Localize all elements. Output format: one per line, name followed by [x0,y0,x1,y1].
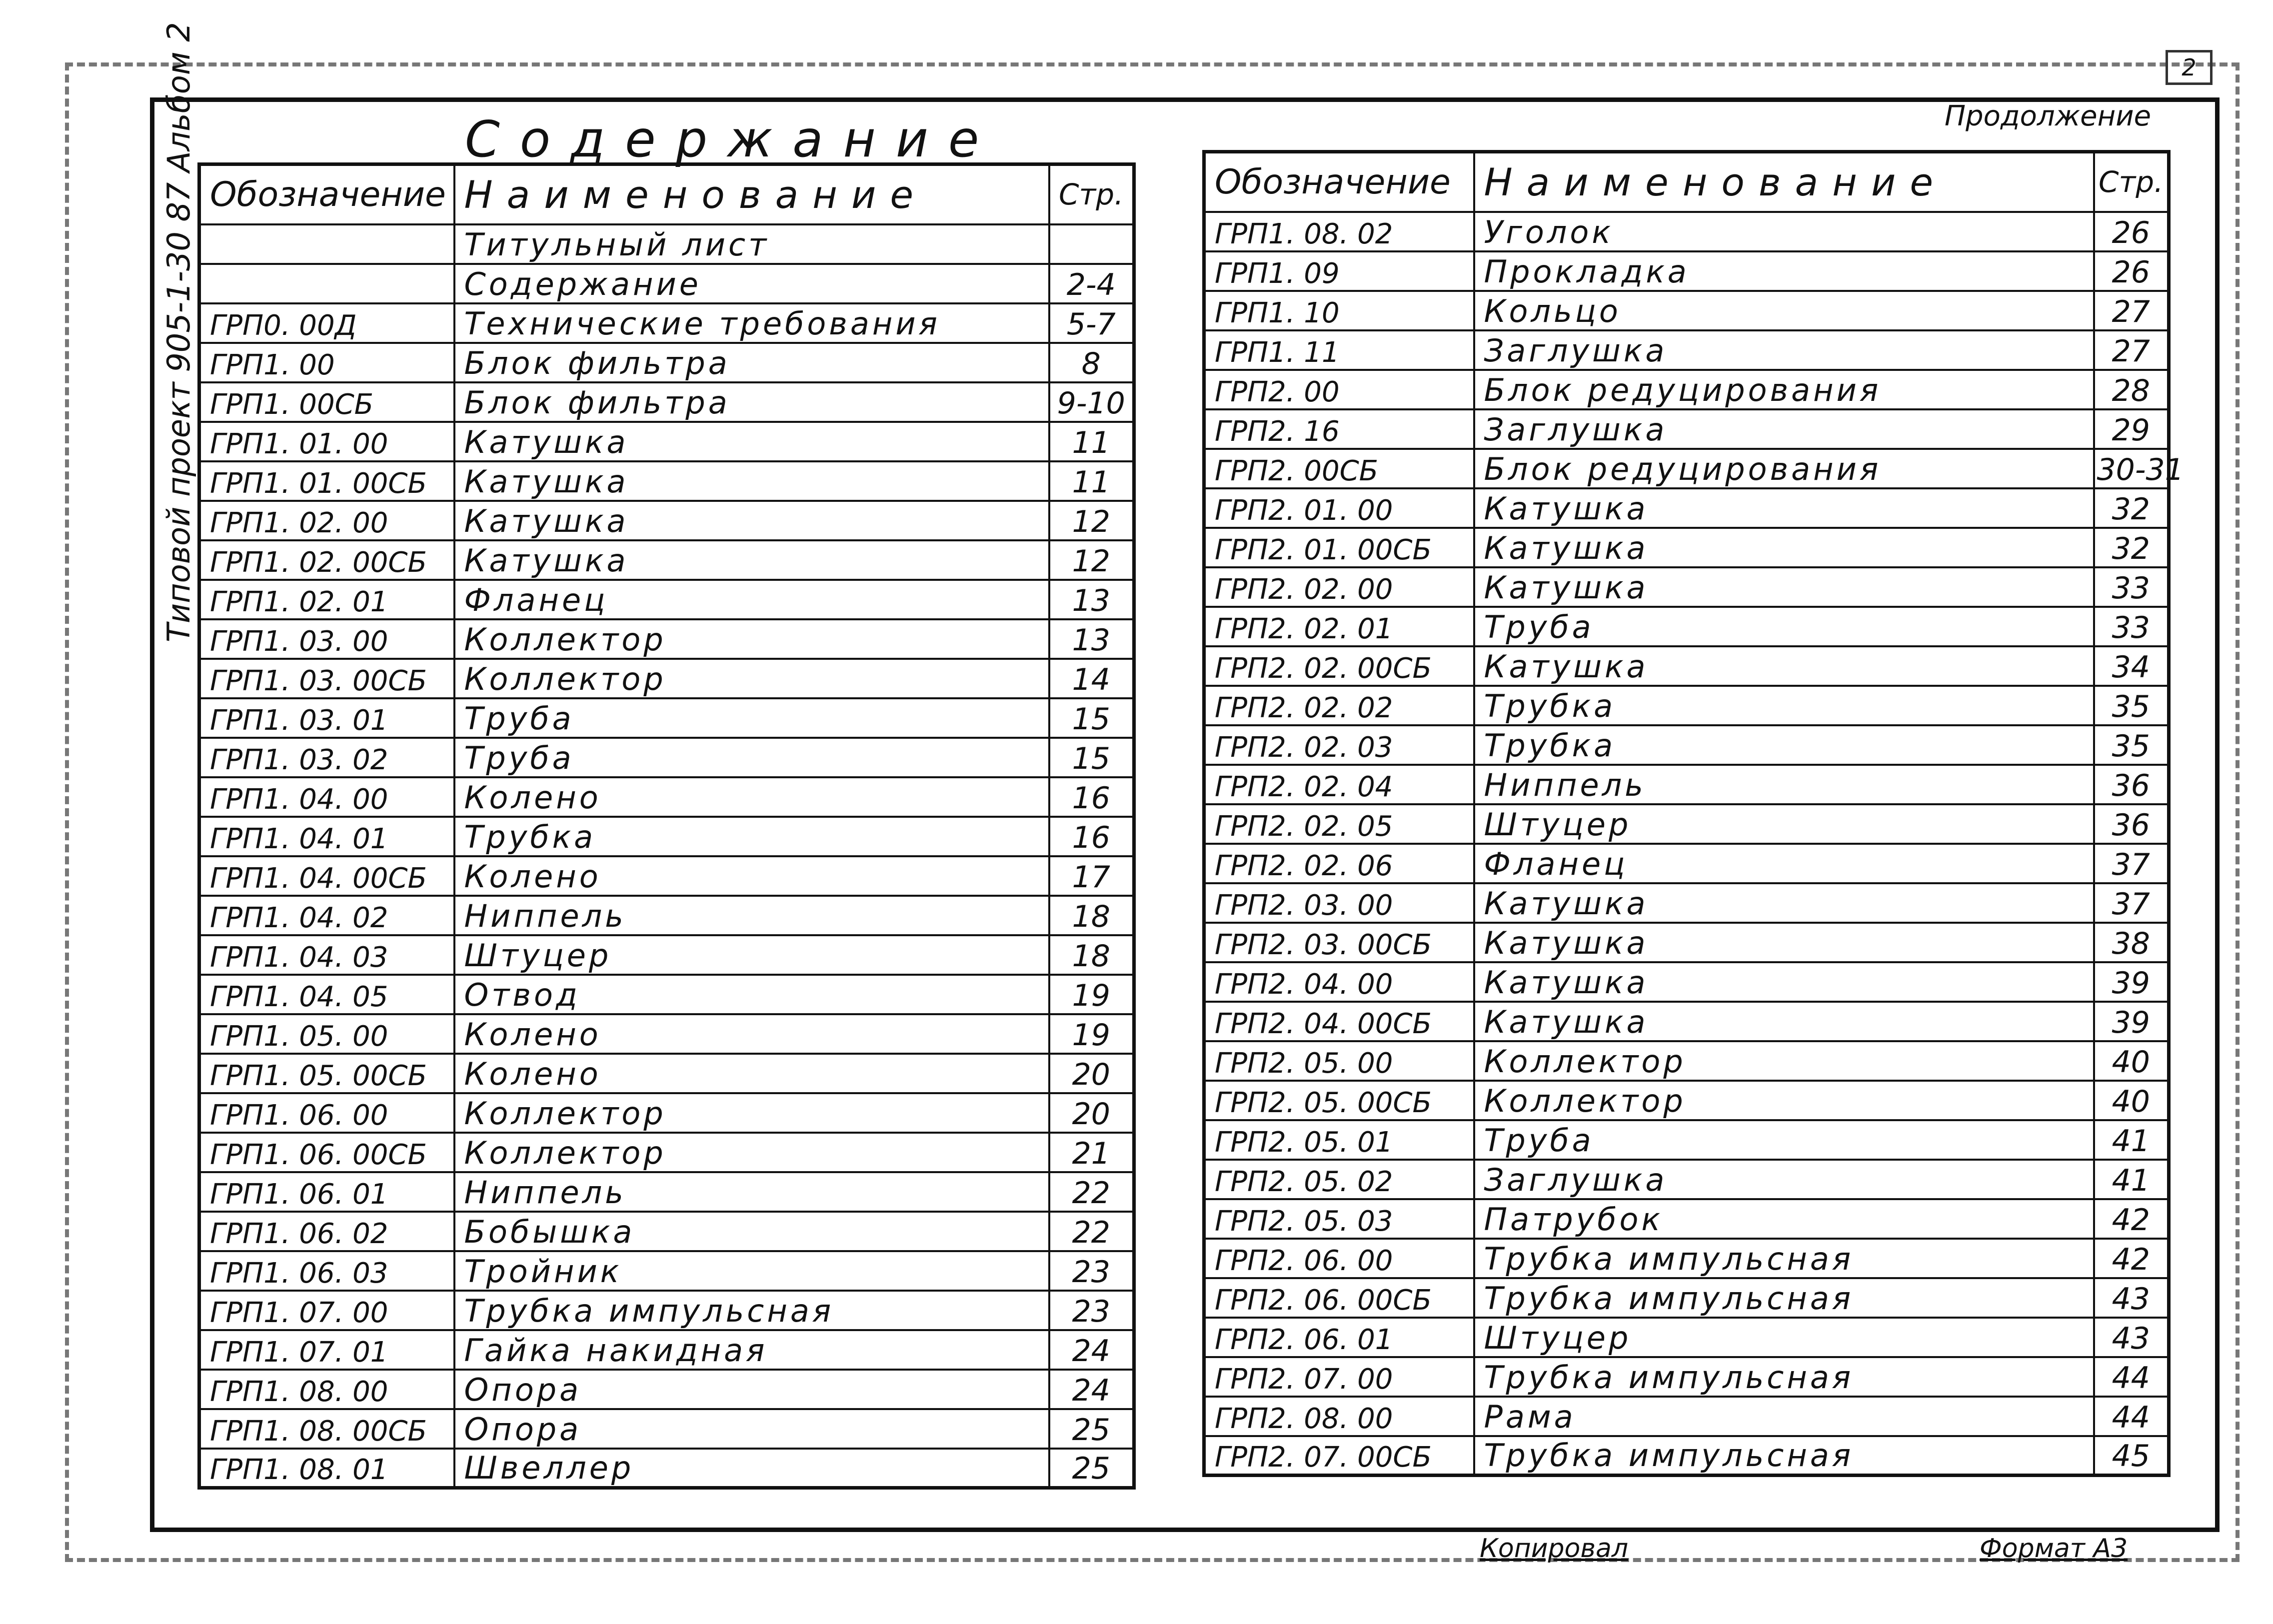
header-code: Обозначение [199,164,454,224]
table-row [199,224,1134,264]
row-code: ГРП2. 02. 05 [1204,804,1474,844]
row-page: 20 [1049,1093,1134,1133]
row-page: 33 [2094,567,2169,607]
table-row [199,1449,1134,1488]
table-row [199,1172,1134,1212]
row-name: Бобышка [454,1212,1049,1251]
table-row [199,1133,1134,1172]
row-name: Гайка накидная [454,1330,1049,1370]
row-code: ГРП1. 04. 05 [199,975,454,1014]
table-row [199,856,1134,896]
row-code: ГРП1. 08. 01 [199,1449,454,1488]
table-row [199,1370,1134,1409]
row-page: 11 [1049,422,1134,461]
row-page: 41 [2094,1160,2169,1199]
row-page: 8 [1049,343,1134,382]
row-page: 41 [2094,1120,2169,1160]
row-code: ГРП1. 06. 00СБ [199,1133,454,1172]
table-row [199,264,1134,303]
row-code: ГРП1. 04. 01 [199,817,454,856]
row-page: 40 [2094,1041,2169,1081]
table-row [199,777,1134,817]
header-name: Наименование [1474,152,2094,212]
row-code: ГРП2. 02. 06 [1204,844,1474,883]
row-name: Труба [1474,1120,2094,1160]
row-page: 16 [1049,817,1134,856]
table-row [199,1251,1134,1291]
sheet-number: 2 [2166,50,2213,85]
row-code: ГРП1. 02. 00СБ [199,540,454,580]
row-page: 21 [1049,1133,1134,1172]
row-page: 24 [1049,1370,1134,1409]
row-name: Прокладка [1474,251,2094,291]
side-stamp-text: Типовой проект 905-1-30 87 Альбом 2 [160,22,197,642]
row-page [1049,224,1134,264]
row-page: 43 [2094,1278,2169,1318]
row-page: 9-10 [1049,382,1134,422]
row-code: ГРП1. 08. 00 [199,1370,454,1409]
row-code: ГРП2. 06. 00 [1204,1239,1474,1278]
row-code: ГРП2. 06. 00СБ [1204,1278,1474,1318]
row-page: 32 [2094,528,2169,567]
row-page: 34 [2094,646,2169,686]
row-page: 12 [1049,540,1134,580]
table-row [199,896,1134,935]
row-name: Катушка [454,501,1049,540]
table-row [199,975,1134,1014]
row-name: Колено [454,856,1049,896]
table-row [1204,212,2169,251]
copied-by-label: Копировал [1480,1534,1629,1564]
table-row [1204,449,2169,488]
row-code: ГРП1. 01. 00СБ [199,461,454,501]
row-name: Катушка [1474,488,2094,528]
header-page: Стр. [2094,152,2169,212]
row-code: ГРП2. 04. 00СБ [1204,1002,1474,1041]
row-name: Труба [1474,607,2094,646]
row-name: Катушка [454,461,1049,501]
row-code: ГРП1. 00СБ [199,382,454,422]
row-code: ГРП1. 06. 01 [199,1172,454,1212]
table-row [1204,1318,2169,1357]
row-page: 43 [2094,1318,2169,1357]
row-code: ГРП2. 05. 02 [1204,1160,1474,1199]
table-row [1204,725,2169,765]
row-name: Катушка [1474,567,2094,607]
row-page: 39 [2094,962,2169,1002]
row-page: 22 [1049,1172,1134,1212]
row-page: 35 [2094,725,2169,765]
row-name: Коллектор [1474,1081,2094,1120]
row-code: ГРП1. 07. 00 [199,1291,454,1330]
row-code: ГРП1. 03. 01 [199,698,454,738]
row-page: 19 [1049,975,1134,1014]
row-page: 13 [1049,580,1134,619]
row-name: Ниппель [1474,765,2094,804]
row-code: ГРП2. 02. 01 [1204,607,1474,646]
row-page: 36 [2094,765,2169,804]
row-name: Блок редуцирования [1474,449,2094,488]
table-row [1204,1357,2169,1397]
row-code: ГРП2. 02. 02 [1204,686,1474,725]
row-page: 36 [2094,804,2169,844]
row-name: Катушка [1474,923,2094,962]
row-name: Катушка [1474,528,2094,567]
row-code: ГРП1. 04. 03 [199,935,454,975]
row-code: ГРП2. 07. 00 [1204,1357,1474,1397]
row-code: ГРП1. 02. 01 [199,580,454,619]
row-name: Тройник [454,1251,1049,1291]
row-name: Коллектор [1474,1041,2094,1081]
table-row [199,303,1134,343]
row-code: ГРП2. 00 [1204,370,1474,409]
row-code: ГРП1. 04. 00 [199,777,454,817]
table-row [199,1014,1134,1054]
table-row [199,698,1134,738]
table-row [1204,1199,2169,1239]
row-code: ГРП2. 02. 00 [1204,567,1474,607]
table-row [1204,686,2169,725]
row-code: ГРП2. 03. 00 [1204,883,1474,923]
row-page: 26 [2094,212,2169,251]
contents-table-left-body [199,164,1134,1488]
row-code: ГРП2. 04. 00 [1204,962,1474,1002]
table-row [199,580,1134,619]
row-code: ГРП1. 05. 00СБ [199,1054,454,1093]
row-page: 27 [2094,291,2169,330]
page-title: Содержание [465,110,999,168]
row-name: Коллектор [454,659,1049,698]
table-row [199,1054,1134,1093]
row-page: 11 [1049,461,1134,501]
row-name: Катушка [454,422,1049,461]
row-page: 23 [1049,1291,1134,1330]
row-name: Блок фильтра [454,343,1049,382]
table-row [199,501,1134,540]
table-row [1204,1120,2169,1160]
table-row [1204,1278,2169,1318]
contents-table-right [1202,150,2184,1477]
row-page: 14 [1049,659,1134,698]
table-row [1204,1160,2169,1199]
table-header-row [199,164,1134,224]
header-code: Обозначение [1204,152,1474,212]
row-page: 44 [2094,1357,2169,1397]
row-code: ГРП2. 08. 00 [1204,1397,1474,1436]
contents-table-left [197,162,1136,1490]
table-row [1204,370,2169,409]
row-page: 12 [1049,501,1134,540]
row-code: ГРП2. 02. 00СБ [1204,646,1474,686]
row-name: Катушка [1474,962,2094,1002]
row-name: Титульный лист [454,224,1049,264]
row-name: Технические требования [454,303,1049,343]
row-page: 24 [1049,1330,1134,1370]
row-page: 23 [1049,1251,1134,1291]
row-page: 40 [2094,1081,2169,1120]
row-page: 16 [1049,777,1134,817]
contents-table-right-body [1204,152,2184,1476]
row-code: ГРП1. 04. 02 [199,896,454,935]
row-page: 38 [2094,923,2169,962]
table-row [1204,1436,2169,1476]
header-page: Стр. [1049,164,1134,224]
row-name: Ниппель [454,1172,1049,1212]
row-code: ГРП1. 05. 00 [199,1014,454,1054]
row-code: ГРП0. 00Д [199,303,454,343]
table-row [199,422,1134,461]
row-name: Коллектор [454,1093,1049,1133]
table-row [1204,883,2169,923]
row-page: 39 [2094,1002,2169,1041]
table-row [199,1212,1134,1251]
row-name: Заглушка [1474,1160,2094,1199]
row-name: Отвод [454,975,1049,1014]
row-page: 29 [2094,409,2169,449]
table-row [1204,804,2169,844]
row-page: 45 [2094,1436,2169,1476]
table-row [1204,646,2169,686]
row-code: ГРП1. 03. 00СБ [199,659,454,698]
row-code: ГРП1. 02. 00 [199,501,454,540]
row-page: 25 [1049,1449,1134,1488]
row-name: Содержание [454,264,1049,303]
row-page: 26 [2094,251,2169,291]
table-row [199,935,1134,975]
row-code [199,264,454,303]
row-page: 27 [2094,330,2169,370]
row-name: Трубка импульсная [1474,1357,2094,1397]
row-name: Катушка [1474,1002,2094,1041]
row-name: Блок редуцирования [1474,370,2094,409]
row-code: ГРП1. 11 [1204,330,1474,370]
row-code: ГРП1. 08. 00СБ [199,1409,454,1449]
table-row [1204,1041,2169,1081]
row-code: ГРП1. 08. 02 [1204,212,1474,251]
row-code: ГРП2. 02. 04 [1204,765,1474,804]
row-name: Швеллер [454,1449,1049,1488]
row-page: 30-31 [2094,449,2169,488]
table-row [1204,291,2169,330]
row-name: Уголок [1474,212,2094,251]
row-page: 13 [1049,619,1134,659]
row-name: Фланец [1474,844,2094,883]
row-page: 37 [2094,883,2169,923]
row-page: 42 [2094,1239,2169,1278]
row-page: 22 [1049,1212,1134,1251]
row-name: Катушка [454,540,1049,580]
row-name: Колено [454,1014,1049,1054]
row-name: Опора [454,1370,1049,1409]
row-code [199,224,454,264]
header-name: Наименование [454,164,1049,224]
row-code: ГРП1. 10 [1204,291,1474,330]
row-name: Кольцо [1474,291,2094,330]
row-code: ГРП1. 07. 01 [199,1330,454,1370]
row-page: 35 [2094,686,2169,725]
row-code: ГРП1. 06. 02 [199,1212,454,1251]
table-row [199,540,1134,580]
row-name: Рама [1474,1397,2094,1436]
table-row [199,1093,1134,1133]
row-code: ГРП2. 01. 00СБ [1204,528,1474,567]
row-page: 2-4 [1049,264,1134,303]
table-row [1204,1397,2169,1436]
row-name: Заглушка [1474,409,2094,449]
table-row [199,382,1134,422]
row-page: 37 [2094,844,2169,883]
continuation-label: Продолжение [1945,100,2152,132]
row-name: Опора [454,1409,1049,1449]
table-row [199,1291,1134,1330]
row-name: Штуцер [1474,1318,2094,1357]
row-code: ГРП2. 00СБ [1204,449,1474,488]
table-row [199,619,1134,659]
table-row [199,738,1134,777]
table-row [199,817,1134,856]
row-name: Фланец [454,580,1049,619]
table-row [1204,1002,2169,1041]
table-row [1204,251,2169,291]
row-name: Трубка импульсная [1474,1436,2094,1476]
row-name: Коллектор [454,619,1049,659]
row-page: 42 [2094,1199,2169,1239]
table-row [1204,330,2169,370]
row-name: Трубка импульсная [454,1291,1049,1330]
row-code: ГРП1. 04. 00СБ [199,856,454,896]
row-code: ГРП2. 05. 00СБ [1204,1081,1474,1120]
table-row [1204,1239,2169,1278]
row-page: 19 [1049,1014,1134,1054]
row-page: 17 [1049,856,1134,896]
row-code: ГРП1. 06. 00 [199,1093,454,1133]
table-row [199,461,1134,501]
row-name: Патрубок [1474,1199,2094,1239]
row-name: Коллектор [454,1133,1049,1172]
row-code: ГРП2. 01. 00 [1204,488,1474,528]
table-row [1204,409,2169,449]
row-page: 5-7 [1049,303,1134,343]
row-name: Катушка [1474,883,2094,923]
format-label: Формат А3 [1980,1534,2128,1564]
row-name: Колено [454,777,1049,817]
row-page: 15 [1049,698,1134,738]
row-code: ГРП2. 05. 01 [1204,1120,1474,1160]
row-code: ГРП2. 02. 03 [1204,725,1474,765]
row-code: ГРП1. 00 [199,343,454,382]
table-row [1204,488,2169,528]
table-row [1204,528,2169,567]
table-row [1204,567,2169,607]
row-name: Труба [454,738,1049,777]
row-code: ГРП2. 07. 00СБ [1204,1436,1474,1476]
row-page: 44 [2094,1397,2169,1436]
table-row [1204,765,2169,804]
row-page: 28 [2094,370,2169,409]
row-code: ГРП1. 03. 02 [199,738,454,777]
row-page: 18 [1049,896,1134,935]
table-row [1204,607,2169,646]
row-code: ГРП1. 01. 00 [199,422,454,461]
row-page: 20 [1049,1054,1134,1093]
row-page: 33 [2094,607,2169,646]
row-name: Трубка импульсная [1474,1239,2094,1278]
table-header-row [1204,152,2169,212]
row-code: ГРП2. 16 [1204,409,1474,449]
row-page: 15 [1049,738,1134,777]
row-code: ГРП1. 09 [1204,251,1474,291]
row-page: 25 [1049,1409,1134,1449]
row-name: Колено [454,1054,1049,1093]
row-name: Трубка импульсная [1474,1278,2094,1318]
side-stamp [159,22,199,642]
row-code: ГРП2. 05. 03 [1204,1199,1474,1239]
row-code: ГРП2. 03. 00СБ [1204,923,1474,962]
row-page: 18 [1049,935,1134,975]
table-row [199,343,1134,382]
table-row [199,659,1134,698]
row-name: Ниппель [454,896,1049,935]
row-code: ГРП1. 06. 03 [199,1251,454,1291]
row-name: Трубка [1474,725,2094,765]
row-name: Трубка [454,817,1049,856]
row-code: ГРП2. 06. 01 [1204,1318,1474,1357]
table-row [1204,923,2169,962]
row-name: Штуцер [454,935,1049,975]
row-code: ГРП1. 03. 00 [199,619,454,659]
row-name: Блок фильтра [454,382,1049,422]
table-row [1204,844,2169,883]
row-name: Штуцер [1474,804,2094,844]
row-name: Заглушка [1474,330,2094,370]
row-name: Труба [454,698,1049,738]
row-name: Катушка [1474,646,2094,686]
row-page: 32 [2094,488,2169,528]
table-row [1204,1081,2169,1120]
table-row [199,1330,1134,1370]
table-row [199,1409,1134,1449]
row-code: ГРП2. 05. 00 [1204,1041,1474,1081]
table-row [1204,962,2169,1002]
row-name: Трубка [1474,686,2094,725]
